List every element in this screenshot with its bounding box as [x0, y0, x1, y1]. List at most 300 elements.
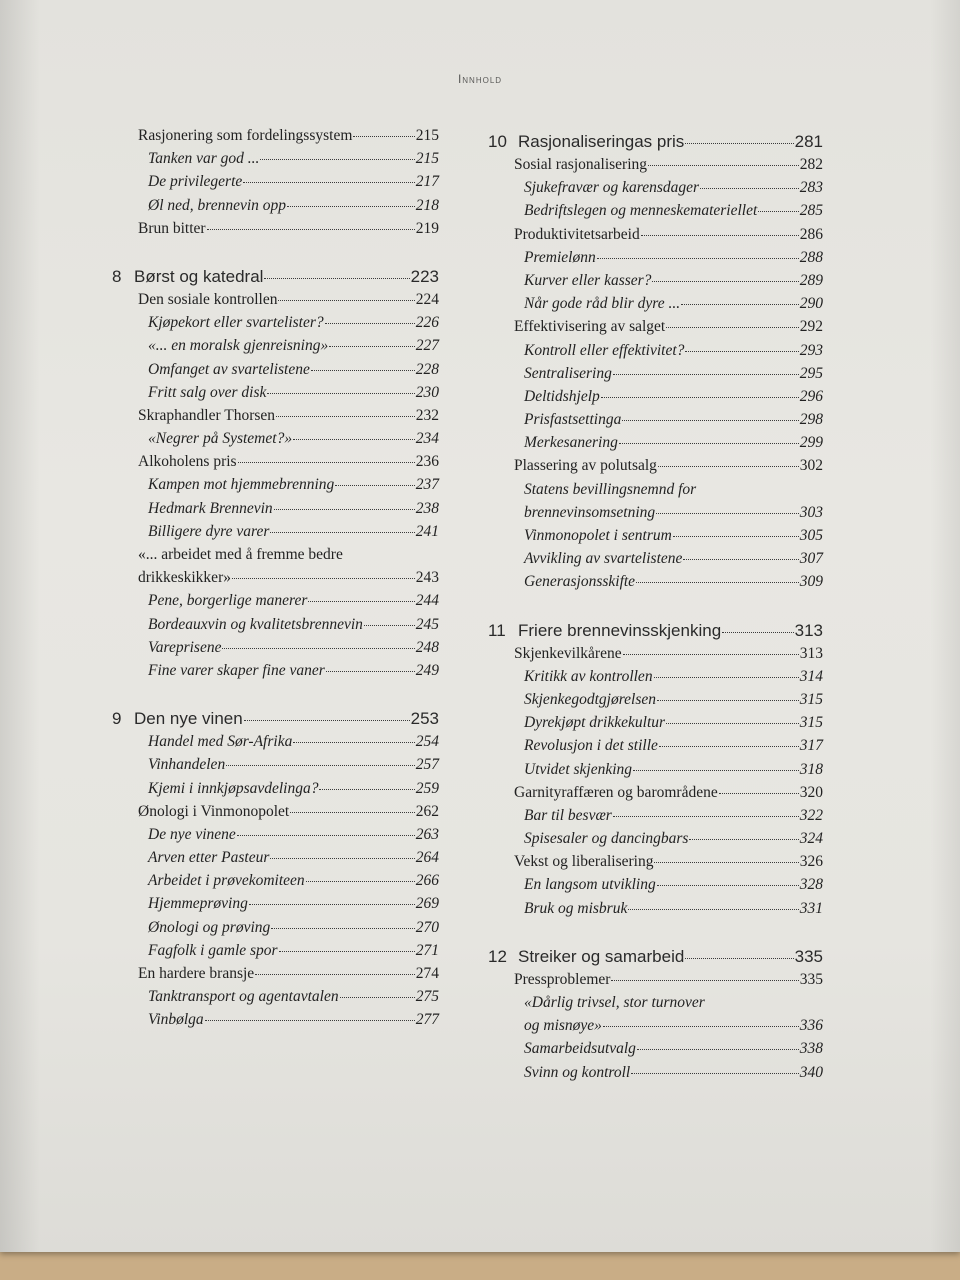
toc-subsection — [112, 1011, 439, 1034]
chapter-heading — [488, 132, 823, 156]
dot-leader — [700, 187, 799, 189]
toc-subsection — [112, 662, 439, 685]
dot-leader — [603, 1025, 799, 1027]
toc-subsection — [488, 388, 823, 411]
entry-title: Vinbølga — [148, 1011, 204, 1029]
entry-title: Produktivitetsarbeid — [514, 225, 640, 243]
dot-leader — [758, 210, 798, 212]
page-number: 322 — [799, 806, 823, 824]
toc-subsection — [112, 500, 439, 523]
toc-subsection — [112, 337, 439, 360]
toc-section — [112, 220, 439, 243]
page-number: 241 — [415, 522, 439, 540]
dot-leader — [267, 392, 414, 394]
toc-subsection — [488, 668, 823, 691]
entry-title: «... en moralsk gjenreisning» — [148, 337, 329, 355]
toc-subsection — [112, 780, 439, 803]
toc-section — [112, 407, 439, 430]
toc-section — [488, 318, 823, 341]
dot-leader — [641, 234, 799, 236]
page-number: 303 — [799, 503, 823, 521]
page-number: 299 — [799, 434, 823, 452]
toc-subsection — [488, 573, 823, 596]
toc-section — [488, 457, 823, 480]
dot-leader — [255, 973, 415, 975]
dot-leader — [279, 950, 415, 952]
toc-left-column — [112, 127, 439, 1035]
toc-section-continuation — [112, 569, 439, 592]
entry-title: Kurver eller kasser? — [524, 271, 652, 289]
dot-leader — [613, 373, 799, 375]
entry-title: Fritt salg over disk — [148, 383, 267, 401]
page-number: 219 — [415, 219, 439, 237]
dot-leader — [631, 1072, 799, 1074]
page-number: 234 — [415, 430, 439, 448]
dot-leader — [232, 577, 415, 579]
toc-subsection — [488, 691, 823, 714]
toc-subsection-continuation — [488, 504, 823, 527]
toc-subsection — [112, 150, 439, 173]
entry-title: Bordeauxvin og kvalitetsbrennevin — [148, 615, 363, 633]
dot-leader — [340, 996, 415, 998]
entry-title: Vareprisene — [148, 638, 222, 656]
toc-section-line — [112, 546, 439, 569]
dot-leader — [293, 438, 415, 440]
entry-title: Omfanget av svartelistene — [148, 360, 310, 378]
page-number: 290 — [799, 295, 823, 313]
page-number: 236 — [415, 453, 439, 471]
entry-title: Friere brennevinsskjenking — [518, 620, 722, 640]
entry-title: Tanken var god ... — [148, 150, 260, 168]
entry-title: Dyrekjøpt drikkekultur — [524, 714, 666, 732]
entry-title: Sentralisering — [524, 364, 612, 382]
entry-title: Billigere dyre varer — [148, 522, 270, 540]
toc-subsection — [488, 737, 823, 760]
toc-subsection — [488, 876, 823, 899]
page-number: 286 — [799, 225, 823, 243]
toc-subsection — [488, 761, 823, 784]
entry-title: Den sosiale kontrollen — [138, 290, 278, 308]
page-number: 232 — [415, 406, 439, 424]
dot-leader — [637, 1048, 799, 1050]
dot-leader — [260, 158, 414, 160]
page-number: 320 — [799, 783, 823, 801]
chapter-number: 11 — [488, 620, 506, 640]
page-number: 266 — [415, 872, 439, 890]
entry-title: «Negrer på Systemet?» — [148, 430, 293, 448]
dot-leader — [276, 415, 415, 417]
page-number: 259 — [415, 779, 439, 797]
toc-subsection — [112, 895, 439, 918]
toc-subsection — [488, 550, 823, 573]
dot-leader — [205, 1019, 415, 1021]
toc-subsection — [112, 756, 439, 779]
page-number: 228 — [415, 360, 439, 378]
toc-section — [488, 853, 823, 876]
toc-subsection — [488, 272, 823, 295]
entry-title: Handel med Sør-Afrika — [148, 733, 293, 751]
toc-section — [112, 803, 439, 826]
dot-leader — [238, 461, 415, 463]
toc-subsection — [488, 900, 823, 923]
toc-subsection — [488, 807, 823, 830]
entry-title: Revolusjon i det stille — [524, 737, 658, 755]
toc-subsection — [112, 616, 439, 639]
dot-leader — [666, 722, 799, 724]
chapter-number: 10 — [488, 132, 507, 151]
page-number: 248 — [415, 638, 439, 656]
entry-title: Streiker og samarbeid — [518, 946, 685, 966]
toc-subsection — [488, 295, 823, 318]
dot-leader — [681, 303, 799, 305]
toc-subsection — [488, 365, 823, 388]
dot-leader — [613, 815, 799, 817]
page-number: 218 — [415, 196, 439, 214]
dot-leader — [311, 369, 415, 371]
toc-subsection — [488, 249, 823, 272]
page-number: 305 — [799, 527, 823, 544]
dot-leader — [685, 142, 793, 144]
page-number: 289 — [799, 271, 823, 289]
entry-title: Ønologi i Vinmonopolet — [138, 802, 290, 820]
dot-leader — [319, 788, 414, 790]
toc-subsection — [488, 1064, 823, 1087]
toc-subsection — [112, 988, 439, 1011]
page-number: 314 — [799, 667, 823, 685]
entry-title: «... arbeidet med å fremme bedre — [138, 546, 343, 563]
dot-leader — [683, 558, 798, 560]
toc-subsection-line — [488, 994, 823, 1017]
page-number: 335 — [794, 946, 823, 966]
entry-title: Den nye vinen — [134, 709, 243, 729]
dot-leader — [293, 741, 414, 743]
dot-leader — [601, 396, 799, 398]
entry-title: Rasjonering som fordelingssystem — [138, 127, 353, 144]
dot-leader — [623, 653, 799, 655]
entry-title: De nye vinene — [148, 825, 236, 843]
entry-title: Hjemmeprøving — [148, 895, 248, 913]
toc-subsection — [112, 639, 439, 662]
entry-title: og misnøye» — [524, 1017, 602, 1035]
dot-leader — [722, 631, 793, 633]
toc-subsection — [112, 942, 439, 965]
page-number: 315 — [799, 690, 823, 708]
toc-subsection-line — [488, 481, 823, 504]
dot-leader — [237, 834, 415, 836]
toc-subsection — [112, 826, 439, 849]
entry-title: Sjukefravær og karensdager — [524, 179, 700, 197]
toc-subsection — [112, 849, 439, 872]
chapter-number: 12 — [488, 946, 507, 966]
entry-title: Skjenkevilkårene — [514, 644, 622, 662]
entry-title: Prisfastsettinga — [524, 411, 622, 429]
page-number: 238 — [415, 499, 439, 517]
toc-subsection — [112, 314, 439, 337]
page-number: 295 — [799, 364, 823, 382]
dot-leader — [658, 465, 799, 467]
page-number: 302 — [799, 457, 823, 475]
entry-title: drikkeskikker» — [138, 569, 231, 587]
entry-title: Premielønn — [524, 248, 596, 266]
toc-subsection — [488, 714, 823, 737]
dot-leader — [657, 884, 799, 886]
entry-title: Samarbeidsutvalg — [524, 1040, 636, 1058]
page-number: 215 — [415, 127, 439, 144]
page-number: 277 — [415, 1011, 439, 1029]
dot-leader — [654, 861, 798, 863]
toc-subsection — [112, 361, 439, 384]
page-number: 296 — [799, 387, 823, 405]
page-number: 243 — [415, 569, 439, 587]
toc-subsection — [112, 430, 439, 453]
dot-leader — [243, 181, 414, 183]
toc-subsection — [488, 830, 823, 853]
dot-leader — [656, 512, 799, 514]
entry-title: Bar til besvær — [524, 806, 612, 824]
dot-leader — [274, 508, 415, 510]
page-number: 245 — [415, 615, 439, 633]
entry-title: Kampen mot hjemmebrenning — [148, 476, 335, 494]
page-number: 224 — [415, 290, 439, 308]
entry-title: Plassering av polutsalg — [514, 457, 657, 475]
entry-title: Brun bitter — [138, 219, 206, 237]
entry-title: Arbeidet i prøvekomiteen — [148, 872, 305, 890]
page-number: 227 — [415, 337, 439, 355]
dot-leader — [226, 764, 415, 766]
toc-subsection — [488, 342, 823, 365]
entry-title: De privilegerte — [148, 173, 243, 191]
dot-leader — [306, 880, 415, 882]
toc-section — [488, 784, 823, 807]
toc-section — [112, 127, 439, 150]
page-number: 275 — [415, 988, 439, 1006]
page-number: 282 — [799, 156, 823, 173]
dot-leader — [666, 326, 799, 328]
page-number: 288 — [799, 248, 823, 266]
dot-leader — [270, 531, 414, 533]
entry-title: Alkoholens pris — [138, 453, 237, 471]
entry-title: Effektivisering av salget — [514, 318, 666, 336]
entry-title: Fagfolk i gamle spor — [148, 941, 278, 959]
dot-leader — [597, 257, 799, 259]
dot-leader — [652, 280, 798, 282]
page-number: 326 — [799, 853, 823, 871]
dot-leader — [353, 135, 414, 137]
toc-right-column — [488, 132, 823, 1087]
page-number: 249 — [415, 661, 439, 679]
page-number: 253 — [410, 709, 439, 729]
toc-subsection-continuation — [488, 1017, 823, 1040]
dot-leader — [308, 600, 414, 602]
page-number: 315 — [799, 714, 823, 732]
entry-title: brennevinsomsetning — [524, 503, 656, 521]
entry-title: Generasjonsskifte — [524, 573, 636, 591]
toc-subsection — [488, 527, 823, 550]
dot-leader — [325, 322, 415, 324]
running-head: Innhold — [457, 72, 503, 86]
dot-leader — [207, 228, 415, 230]
dot-leader — [636, 581, 799, 583]
entry-title: Kjøpekort eller svartelister? — [148, 314, 324, 332]
entry-title: Vinhandelen — [148, 756, 226, 774]
chapter-number: 8 — [112, 266, 122, 286]
page-number: 298 — [799, 411, 823, 429]
page-number: 257 — [415, 756, 439, 774]
entry-title: Når gode råd blir dyre ... — [524, 295, 681, 313]
entry-title: Hedmark Brennevin — [148, 499, 273, 517]
page-number: 254 — [415, 733, 439, 751]
page-number: 283 — [799, 179, 823, 197]
dot-leader — [290, 811, 415, 813]
page-number: 328 — [799, 876, 823, 894]
toc-subsection — [488, 434, 823, 457]
page-number: 340 — [799, 1063, 823, 1081]
page-number: 281 — [794, 132, 823, 151]
entry-title: En langsom utvikling — [524, 876, 656, 894]
entry-title: Ønologi og prøving — [148, 918, 271, 936]
entry-title: Deltidshjelp — [524, 387, 600, 405]
entry-title: Rasjonaliseringas pris — [518, 132, 685, 151]
page-number: 317 — [799, 737, 823, 755]
entry-title: Tanktransport og agentavtalen — [148, 988, 339, 1006]
dot-leader — [222, 647, 414, 649]
entry-title: Kritikk av kontrollen — [524, 667, 653, 685]
page-number: 313 — [799, 644, 823, 662]
dot-leader — [619, 442, 799, 444]
dot-leader — [264, 277, 409, 279]
dot-leader — [689, 838, 798, 840]
page-number: 338 — [799, 1040, 823, 1058]
dot-leader — [719, 792, 799, 794]
entry-title: Vekst og liberalisering — [514, 853, 654, 871]
toc-subsection — [112, 173, 439, 196]
dot-leader — [611, 979, 798, 981]
toc-list — [488, 132, 823, 1087]
toc-section — [112, 965, 439, 988]
entry-title: Pene, borgerlige manerer — [148, 592, 308, 610]
dot-leader — [628, 908, 798, 910]
page-number: 264 — [415, 849, 439, 867]
page-number: 324 — [799, 830, 823, 848]
page-number: 318 — [799, 760, 823, 778]
dot-leader — [673, 535, 799, 537]
entry-title: Øl ned, brennevin opp — [148, 196, 287, 214]
toc-subsection — [112, 733, 439, 756]
toc-section — [112, 291, 439, 314]
entry-title: Kjemi i innkjøpsavdelinga? — [148, 779, 319, 797]
toc-subsection — [112, 592, 439, 615]
dot-leader — [654, 676, 799, 678]
dot-leader — [685, 350, 798, 352]
page-number: 244 — [415, 592, 439, 610]
entry-title: Bedriftslegen og menneskemateriellet — [524, 202, 758, 220]
page-number: 223 — [410, 266, 439, 286]
toc-subsection — [112, 476, 439, 499]
dot-leader — [633, 769, 799, 771]
dot-leader — [364, 624, 415, 626]
entry-title: Kontroll eller effektivitet? — [524, 341, 685, 359]
chapter-number: 9 — [112, 709, 122, 729]
toc-section — [488, 226, 823, 249]
chapter-heading — [112, 709, 439, 733]
dot-leader — [622, 419, 798, 421]
chapter-heading — [488, 947, 823, 971]
dot-leader — [244, 719, 410, 721]
entry-title: En hardere bransje — [138, 965, 255, 982]
toc-subsection — [488, 1040, 823, 1063]
entry-title: Spisesaler og dancingbars — [524, 830, 689, 848]
entry-title: Bruk og misbruk — [524, 899, 628, 917]
entry-title: Garnityraffæren og barområdene — [514, 783, 718, 801]
toc-section — [488, 156, 823, 179]
toc-subsection — [112, 523, 439, 546]
dot-leader — [685, 957, 793, 959]
entry-title: Avvikling av svartelistene — [524, 550, 683, 568]
entry-title: Sosial rasjonalisering — [514, 156, 648, 173]
entry-title: Skraphandler Thorsen — [138, 406, 276, 424]
page-number: 271 — [415, 941, 439, 959]
toc-subsection — [488, 202, 823, 225]
page-number: 230 — [415, 383, 439, 401]
dot-leader — [278, 299, 414, 301]
page-number: 335 — [799, 970, 823, 988]
toc-subsection — [488, 179, 823, 202]
chapter-heading — [112, 267, 439, 291]
page-number: 226 — [415, 314, 439, 332]
page-number: 237 — [415, 476, 439, 494]
entry-title: «Dårlig trivsel, stor turnover — [524, 994, 705, 1011]
page-number: 331 — [799, 899, 823, 917]
dot-leader — [326, 670, 415, 672]
toc-subsection — [112, 384, 439, 407]
page-number: 292 — [799, 318, 823, 336]
page-number: 285 — [799, 202, 823, 220]
entry-title: Vinmonopolet i sentrum — [524, 527, 672, 544]
page-number: 274 — [415, 965, 439, 982]
dot-leader — [287, 205, 415, 207]
page-number: 293 — [799, 341, 823, 359]
toc-list — [112, 127, 439, 1035]
toc-subsection — [112, 919, 439, 942]
toc-subsection — [112, 872, 439, 895]
dot-leader — [659, 745, 799, 747]
entry-title: Pressproblemer — [514, 970, 611, 988]
page-number: 270 — [415, 918, 439, 936]
entry-title: Børst og katedral — [134, 266, 264, 286]
page-number: 217 — [415, 173, 439, 191]
entry-title: Arven etter Pasteur — [148, 849, 270, 867]
page-number: 313 — [794, 620, 823, 640]
page-number: 215 — [415, 150, 439, 168]
dot-leader — [271, 927, 414, 929]
entry-title: Svinn og kontroll — [524, 1063, 631, 1081]
page-number: 307 — [799, 550, 823, 568]
entry-title: Skjenkegodtgjørelsen — [524, 690, 656, 708]
entry-title: Fine varer skaper fine vaner — [148, 661, 325, 679]
chapter-heading — [488, 621, 823, 645]
entry-title: Statens bevillingsnemnd for — [524, 480, 697, 498]
entry-title: Utvidet skjenking — [524, 760, 633, 778]
toc-subsection — [488, 411, 823, 434]
page-number: 269 — [415, 895, 439, 913]
toc-section — [488, 645, 823, 668]
dot-leader — [335, 484, 414, 486]
toc-subsection — [112, 197, 439, 220]
dot-leader — [249, 903, 415, 905]
toc-section — [488, 971, 823, 994]
dot-leader — [657, 699, 799, 701]
toc-section — [112, 453, 439, 476]
